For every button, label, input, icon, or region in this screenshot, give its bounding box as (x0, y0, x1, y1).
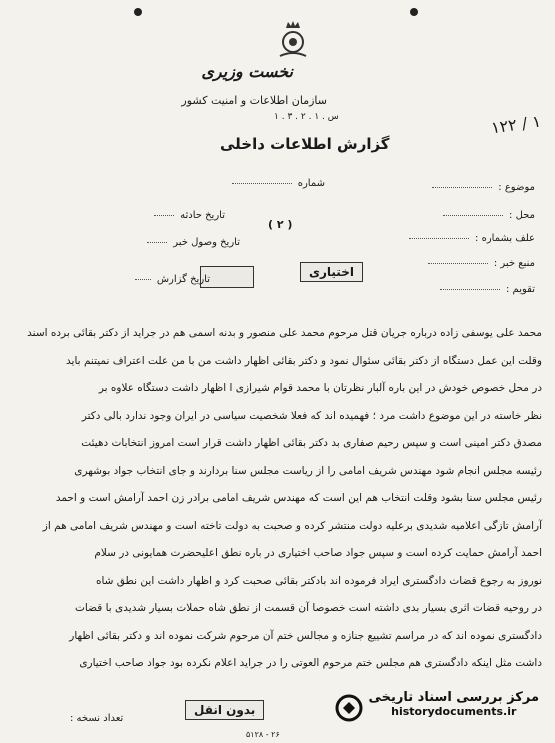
top-stamp: اختیاری (300, 262, 363, 282)
field-source-number: علف بشماره : (409, 233, 535, 244)
body-line: مصدق دکتر امینی است و سپس رحیم صفاری بد دکتر بقائی اظهار داشت قرار است امروز انتخابات دهیئت (81, 437, 542, 449)
body-line: نوروز به رجوع قضات دادگستری ایراد فرموده اند بادکتر بقائی صحبت کرد و اظهار داشت این نطق شاه (95, 574, 542, 587)
field-event-date: تاریخ حادثه (154, 210, 225, 221)
organization-name: سازمان اطلاعات و امنیت کشور (181, 94, 327, 107)
copies-label: تعداد نسخه : (70, 713, 124, 724)
field-report-date: تاریخ گزارش (135, 274, 210, 285)
body-line: داشت مثل اینکه دادگستری هم مجلس ختم مرحوم العوتی را در جراید اعلام نکرده بود جواد صاحب اختیاری (79, 657, 542, 669)
lion-sun-emblem-icon (276, 20, 310, 60)
body-line: در روحیه قضات اثری بسیار بدی داشته است خصوصا آن قسمت از نطق شاه حملات بسیار شدیدی با قضات (75, 602, 542, 614)
field-news-received-date: تاریخ وصول خبر (147, 237, 240, 248)
body-line: دادگستری نموده اند که در مراسم تشییع جنازه و مجالس ختم آن مرحوم شرکت نموده اند و دکتر بقائی اظهار (69, 629, 542, 642)
field-subject: موضوع : (432, 182, 535, 193)
body-line: آرامش تازگی اعلامیه شدیدی برعلیه دولت منتشر کرده و صحبت به دولت تاخته است و مهندس شریف امامی هم از (42, 519, 542, 532)
body-line: محمد علی یوسفی زاده درباره جریان قتل مرحوم محمد علی منصور و بدنه اسمی هم در جراید از دکتر بقائی برده اسند (27, 327, 542, 339)
field-news-source: منبع خبر : (428, 258, 535, 269)
watermark-title: مرکز بررسی اسناد تاریخی (368, 690, 539, 705)
report-title: گزارش اطلاعات داخلی (220, 135, 390, 153)
body-line: رئیس مجلس سنا بشود وقلت انتخاب هم این است که مهندس شریف امامی برادر زن احمد آرامش است و احمد (55, 492, 542, 504)
body-line: در محل خصوص خودش در این باره آلبار نظرتان با محمد قوام شیرازی ا اظهار داشت دستگاه علاوه بر (98, 382, 542, 394)
field-evaluation: تقویم : (440, 284, 535, 295)
report-body (24, 320, 542, 678)
body-line: نظر خاسته در این موضوع داشت مرد ؛ فهمیده اند که فعلا شخصیت سیاسی در ایران وجود ندارد بالی دکتر (81, 409, 542, 422)
body-line: رئیسه مجلس انجام شود مهندس شریف امامی را از ریاست مجلس سنا بردارند و جای انتخاب جواد بوشهری (74, 464, 542, 477)
body-line: وقلت این عمل دستگاه از دکتر بقائی سئوال نمود و دکتر بقائی اظهار داشت من با من علت اعتراف نمیتنم باید (66, 354, 542, 367)
punch-hole (134, 8, 142, 16)
field-number: شماره (232, 178, 325, 189)
body-line: احمد آرامش حمایت کرده است و سپس جواد صاحب اختیاری در باره نطق اعلیحضرت همایونی در سلام (94, 547, 542, 559)
bottom-stamp: بدون انقل (185, 700, 264, 720)
handwritten-note: ۱۲۲ / ۱ (489, 111, 543, 138)
field-place: محل : (443, 210, 535, 221)
header-code: س . ۱ . ۲ . ۳ . ۱ (274, 112, 339, 122)
watermark (369, 690, 540, 718)
watermark-url[interactable]: historydocuments.ir (391, 705, 517, 718)
page-number: ( ۲ ) (268, 218, 293, 231)
ministry-name: نخست وزیری (201, 62, 293, 81)
handwritten-mark (200, 266, 254, 288)
punch-hole (410, 8, 418, 16)
watermark-logo-icon (335, 694, 363, 722)
footer-code: ۵۱۲۸ - ۲۶ (246, 730, 280, 739)
